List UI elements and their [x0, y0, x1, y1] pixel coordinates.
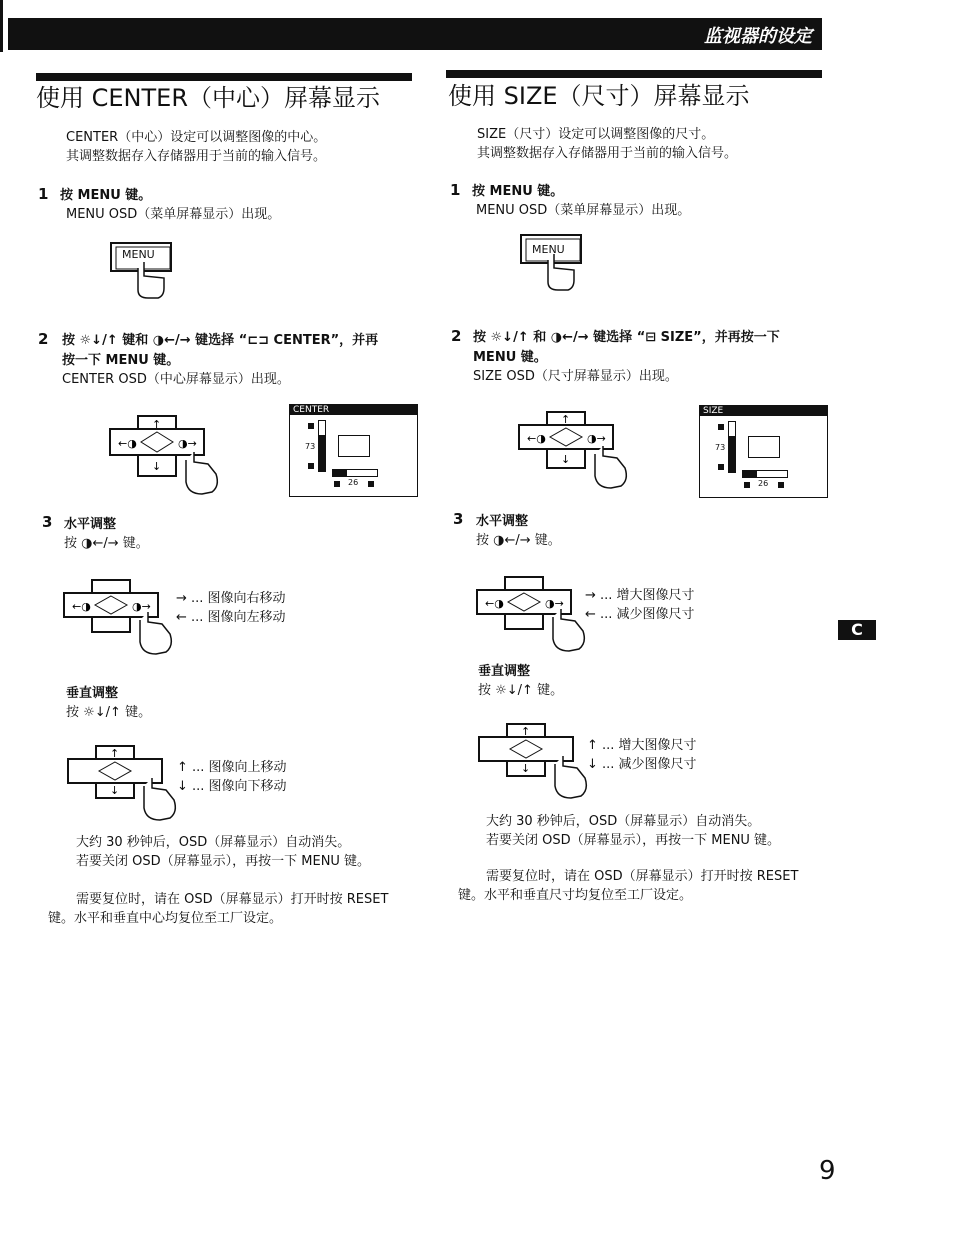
- size-step2-line2: MENU 键。: [473, 350, 547, 365]
- center-v-legend-up: ↑ ... 图像向上移动: [177, 760, 287, 775]
- size-osd-vvalue: 73: [715, 443, 726, 452]
- osd-square: [308, 463, 314, 469]
- center-step1-text: MENU OSD（菜单屏幕显示）出现。: [66, 207, 281, 222]
- edge-mark: [0, 0, 3, 52]
- size-step2-line3: SIZE OSD（尺寸屏幕显示）出现。: [473, 369, 678, 384]
- svg-text:↑: ↑: [561, 413, 571, 426]
- size-step2-number: 2: [451, 327, 462, 345]
- svg-text:←◑: ←◑: [118, 437, 137, 450]
- size-vertical-title: 垂直调整: [478, 664, 531, 679]
- center-osd-box: [289, 404, 418, 497]
- svg-text:←◑: ←◑: [485, 597, 504, 610]
- center-osd-hvalue: 26: [348, 478, 359, 487]
- size-h-legend-right: → ... 增大图像尺寸: [585, 588, 695, 603]
- svg-text:←◑: ←◑: [527, 432, 546, 445]
- size-reset-1: 需要复位时，请在 OSD（屏幕显示）打开时按 RESET: [486, 869, 799, 884]
- size-osd-title: SIZE: [700, 406, 827, 416]
- center-reset-2: 键。水平和垂直中心均复位至工厂设定。: [48, 911, 283, 926]
- size-v-legend-up: ↑ ... 增大图像尺寸: [587, 738, 697, 753]
- center-heading: 使用 CENTER（中心）屏幕显示: [36, 84, 381, 112]
- osd-vbar: [728, 421, 736, 473]
- center-osd-title: CENTER: [290, 405, 417, 415]
- size-h-legend-left: ← ... 减少图像尺寸: [585, 607, 695, 622]
- center-step3-number: 3: [42, 513, 53, 531]
- size-vertical-text: 按 ☼↓/↑ 键。: [478, 683, 564, 698]
- svg-text:↓: ↓: [110, 784, 120, 797]
- center-vertical-title: 垂直调整: [66, 686, 119, 701]
- control-pad-illustration: [108, 412, 233, 498]
- size-osd-box: [699, 405, 828, 498]
- svg-text:↑: ↑: [110, 747, 120, 760]
- osd-square: [308, 423, 314, 429]
- center-reset-1: 需要复位时，请在 OSD（屏幕显示）打开时按 RESET: [76, 892, 389, 907]
- size-step2-line1: 按 ☼↓/↑ 和 ◑←/→ 键选择 “⊟ SIZE”，并再按一下: [473, 330, 780, 345]
- center-v-legend-down: ↓ ... 图像向下移动: [177, 779, 287, 794]
- center-step3-title: 水平调整: [64, 517, 117, 532]
- center-note-1: 大约 30 秒钟后，OSD（屏幕显示）自动消失。: [76, 835, 351, 850]
- menu-button-label: MENU: [532, 243, 565, 256]
- osd-square: [368, 481, 374, 487]
- center-note-2: 若要关闭 OSD（屏幕显示），再按一下 MENU 键。: [76, 854, 371, 869]
- osd-square: [718, 464, 724, 470]
- menu-button-label: MENU: [122, 248, 155, 261]
- svg-text:↓: ↓: [561, 453, 571, 466]
- size-step3-title: 水平调整: [476, 514, 529, 529]
- osd-square: [778, 482, 784, 488]
- center-step2-line2: 按一下 MENU 键。: [62, 353, 180, 368]
- svg-text:↓: ↓: [521, 762, 531, 775]
- svg-text:↑: ↑: [152, 418, 162, 431]
- svg-text:◑→: ◑→: [178, 437, 197, 450]
- center-step2-line1: 按 ☼↓/↑ 键和 ◑←/→ 键选择 “⊏⊐ CENTER”，并再: [62, 333, 379, 348]
- page-number: 9: [819, 1156, 836, 1186]
- size-step3-text: 按 ◑←/→ 键。: [476, 533, 561, 548]
- svg-text:◑→: ◑→: [132, 600, 151, 613]
- center-h-legend-left: ← ... 图像向左移动: [176, 610, 286, 625]
- size-v-legend-down: ↓ ... 减少图像尺寸: [587, 757, 697, 772]
- center-step2-number: 2: [38, 330, 49, 348]
- center-step1-number: 1: [38, 185, 49, 203]
- svg-text:◑→: ◑→: [587, 432, 606, 445]
- section-rule: [446, 70, 822, 78]
- header-title: 监视器的设定: [704, 26, 812, 47]
- size-step3-number: 3: [453, 510, 464, 528]
- center-intro-1: CENTER（中心）设定可以调整图像的中心。: [66, 130, 327, 145]
- svg-text:↓: ↓: [152, 460, 162, 473]
- center-osd-vvalue: 73: [305, 442, 316, 451]
- menu-button-illustration: [518, 232, 588, 298]
- osd-vbar: [318, 420, 326, 472]
- center-vertical-text: 按 ☼↓/↑ 键。: [66, 705, 152, 720]
- svg-text:◑→: ◑→: [545, 597, 564, 610]
- control-pad-vertical-illustration: [66, 742, 191, 824]
- size-step1-number: 1: [450, 181, 461, 199]
- svg-text:←◑: ←◑: [72, 600, 91, 613]
- center-step3-text: 按 ◑←/→ 键。: [64, 536, 149, 551]
- control-pad-horizontal-illustration: [475, 573, 600, 655]
- osd-square: [718, 424, 724, 430]
- size-note-2: 若要关闭 OSD（屏幕显示），再按一下 MENU 键。: [486, 833, 781, 848]
- control-pad-vertical-illustration: [477, 720, 602, 802]
- size-intro-1: SIZE（尺寸）设定可以调整图像的尺寸。: [477, 127, 715, 142]
- center-h-legend-right: → ... 图像向右移动: [176, 591, 286, 606]
- section-rule: [36, 73, 412, 81]
- osd-hbar: [742, 470, 788, 478]
- size-step1-text: MENU OSD（菜单屏幕显示）出现。: [476, 203, 691, 218]
- osd-square: [334, 481, 340, 487]
- svg-text:↑: ↑: [521, 725, 531, 738]
- control-pad-horizontal-illustration: [62, 576, 187, 658]
- osd-frame-icon: [748, 436, 780, 458]
- size-step1-title: 按 MENU 键。: [472, 184, 564, 199]
- size-osd-hvalue: 26: [758, 479, 769, 488]
- size-intro-2: 其调整数据存入存储器用于当前的输入信号。: [477, 146, 738, 161]
- control-pad-illustration: [517, 408, 642, 494]
- size-reset-2: 键。水平和垂直尺寸均复位至工厂设定。: [458, 888, 693, 903]
- center-step1-title: 按 MENU 键。: [60, 188, 152, 203]
- size-heading: 使用 SIZE（尺寸）屏幕显示: [448, 82, 750, 110]
- header-bar: [8, 18, 822, 50]
- section-tab-badge: C: [838, 620, 876, 640]
- size-note-1: 大约 30 秒钟后，OSD（屏幕显示）自动消失。: [486, 814, 761, 829]
- osd-square: [744, 482, 750, 488]
- osd-frame-icon: [338, 435, 370, 457]
- center-step2-line3: CENTER OSD（中心屏幕显示）出现。: [62, 372, 290, 387]
- osd-hbar: [332, 469, 378, 477]
- center-intro-2: 其调整数据存入存储器用于当前的输入信号。: [66, 149, 327, 164]
